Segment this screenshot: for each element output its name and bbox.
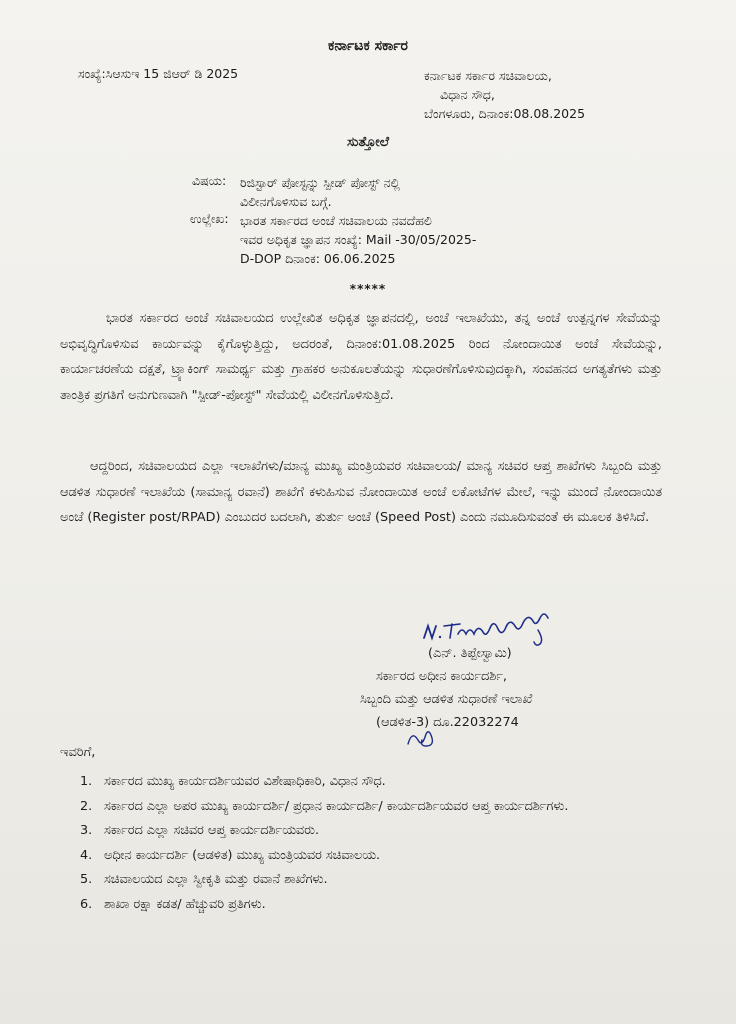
recipients-list xyxy=(80,770,680,917)
handwritten-signature xyxy=(420,612,570,646)
list-item-number: 3. xyxy=(80,823,93,838)
list-item-text: ಅಧೀನ ಕಾರ್ಯದರ್ಶಿ (ಆಡಳಿತ) ಮುಖ್ಯ ಮಂತ್ರಿಯವರ ಸಚಿವಾಲಯ. xyxy=(104,847,381,863)
subject-text xyxy=(240,173,400,211)
signatory-block xyxy=(360,642,532,734)
signatory-name: (ಎನ್. ತಿಪ್ಪೇಸ್ವಾಮಿ) xyxy=(428,646,512,661)
list-item xyxy=(80,819,680,844)
separator: ***** xyxy=(349,282,387,296)
list-item-number: 5. xyxy=(80,872,93,887)
list-item-text: ಸಚಿವಾಲಯದ ಎಲ್ಲಾ ಸ್ವೀಕೃತಿ ಮತ್ತು ರವಾನೆ ಶಾಖೆಗಳು. xyxy=(104,872,328,887)
list-item-number: 1. xyxy=(80,774,93,789)
list-item-text: ಶಾಖಾ ರಕ್ಷಾ ಕಡತ/ ಹೆಚ್ಚುವರಿ ಪ್ರತಿಗಳು. xyxy=(104,896,266,912)
subject-line-1: ರಿಜಿಸ್ಟಾರ್ ಪೋಸ್ಟನ್ನು ಸ್ಪೀಡ್ ಪೋಸ್ಟ್ ನಲ್ಲಿ xyxy=(240,175,400,190)
signatory-designation: ಸರ್ಕಾರದ ಅಧೀನ ಕಾರ್ಯದರ್ಶಿ, xyxy=(376,669,507,684)
govt-title: ಕರ್ನಾಟಕ ಸರ್ಕಾರ xyxy=(328,38,408,54)
list-item xyxy=(80,844,680,869)
list-item xyxy=(80,893,680,918)
list-item-number: 6. xyxy=(80,896,93,912)
body-paragraph-1: ಭಾರತ ಸರ್ಕಾರದ ಅಂಚೆ ಸಚಿವಾಲಯದ ಉಲ್ಲೇಖಿತ ಅಧಿಕೃತ ಜ್ಞಾಪನದಲ್ಲಿ, ಅಂಚೆ ಇಲಾಖೆಯು, ತನ್ನ ಅಂಚೆ ಉತ್ಪನ್ನಗಳ ಸೇವೆಯನ್ನು ಅಭಿವೃದ್ಧಿಗೊಳಿಸುವ ಕಾರ್ಯವನ್ನು ಕೈಗೊಳ್ಳುತ್ತಿದ್ದು, ಅದರಂತೆ, ದಿನಾಂಕ:01.08.2025 ರಿಂದ ನೋಂದಾಯಿತ ಅಂಚೆ ಸೇವೆಯನ್ನು, ಕಾರ್ಯಾಚರಣೆಯ ದಕ್ಷತೆ, ಟ್ರ್ಯಾಕಿಂಗ್ ಸಾಮರ್ಥ್ಯ ಮತ್ತು ಗ್ರಾಹಕರ ಅನುಕೂಲತೆಯನ್ನು ಸುಧಾರಣೆಗೊಳಿಸುವುದಕ್ಕಾಗಿ, ಸಂವಹನದ ಅಗತ್ಯತೆಗಳು ಮತ್ತು ತಾಂತ್ರಿಕ ಪ್ರಗತಿಗೆ ಅನುಗುಣವಾಗಿ "ಸ್ಪೀಡ್-ಪೋಸ್ಟ್" ಸೇವೆಯಲ್ಲಿ ವಿಲೀನಗೊಳಿಸುತ್ತಿದೆ. xyxy=(60,311,662,403)
reference-text xyxy=(240,211,476,268)
reference-number: ಸಂಖ್ಯೆ:ಸಿಆಸುಇ 15 ಜಿಆರ್ ಡಿ 2025 xyxy=(78,66,239,81)
office-line-2: ವಿಧಾನ ಸೌಧ, xyxy=(440,87,495,102)
list-item-text: ಸರ್ಕಾರದ ಎಲ್ಲಾ ಅಪರ ಮುಖ್ಯ ಕಾರ್ಯದರ್ಶಿ/ ಪ್ರಧಾನ ಕಾರ್ಯದರ್ಶಿ/ ಕಾರ್ಯದರ್ಶಿಯವರ ಆಪ್ತ ಕಾರ್ಯದರ್ಶಿಗಳು. xyxy=(104,798,569,814)
office-line-3: ಬೆಂಗಳೂರು, ದಿನಾಂಕ:08.08.2025 xyxy=(424,106,586,121)
list-item xyxy=(80,868,680,893)
initials-scribble xyxy=(404,726,438,750)
list-item-text: ಸರ್ಕಾರದ ಎಲ್ಲಾ ಸಚಿವರ ಆಪ್ತ ಕಾರ್ಯದರ್ಶಿಯವರು. xyxy=(104,823,320,838)
list-item-number: 2. xyxy=(80,798,93,814)
signatory-department: ಸಿಬ್ಬಂದಿ ಮತ್ತು ಆಡಳಿತ ಸುಧಾರಣೆ ಇಲಾಖೆ xyxy=(360,692,533,707)
office-address xyxy=(424,66,585,123)
list-item-text: ಸರ್ಕಾರದ ಮುಖ್ಯ ಕಾರ್ಯದರ್ಶಿಯವರ ವಿಶೇಷಾಧಿಕಾರಿ, ವಿಧಾನ ಸೌಧ. xyxy=(104,774,386,789)
recipients-title: ಇವರಿಗೆ, xyxy=(60,745,96,760)
list-item xyxy=(80,770,680,795)
reference-line-2: ಇವರ ಅಧಿಕೃತ ಜ್ಞಾಪನ ಸಂಖ್ಯೆ: Mail -30/05/2025- xyxy=(240,232,477,247)
reference-line-1: ಭಾರತ ಸರ್ಕಾರದ ಅಂಚೆ ಸಚಿವಾಲಯ ನವದೆಹಲಿ xyxy=(240,213,432,228)
list-item xyxy=(80,795,680,820)
subject-line-2: ವಿಲೀನಗೊಳಿಸುವ ಬಗ್ಗೆ. xyxy=(240,194,332,209)
office-line-1: ಕರ್ನಾಟಕ ಸರ್ಕಾರ ಸಚಿವಾಲಯ, xyxy=(424,68,552,83)
list-item-number: 4. xyxy=(80,847,93,863)
reference-label: ಉಲ್ಲೇಖ: xyxy=(190,211,229,226)
document-type: ಸುತ್ತೋಲೆ xyxy=(346,134,390,150)
body-paragraph-2: ಆದ್ದರಿಂದ, ಸಚಿವಾಲಯದ ಎಲ್ಲಾ ಇಲಾಖೆಗಳು/ಮಾನ್ಯ ಮುಖ್ಯ ಮಂತ್ರಿಯವರ ಸಚಿವಾಲಯ/ ಮಾನ್ಯ ಸಚಿವರ ಆಪ್ತ ಶಾಖೆಗಳು ಸಿಬ್ಬಂದಿ ಮತ್ತು ಆಡಳಿತ ಸುಧಾರಣೆ ಇಲಾಖೆಯ (ಸಾಮಾನ್ಯ ರವಾನೆ) ಶಾಖೆಗೆ ಕಳುಹಿಸುವ ನೋಂದಾಯಿತ ಅಂಚೆ ಲಕೋಟೆಗಳ ಮೇಲೆ, ಇನ್ನು ಮುಂದೆ ನೋಂದಾಯಿತ ಅಂಚೆ (Register post/RPAD) ಎಂಬುದರ ಬದಲಾಗಿ, ತುರ್ತು ಅಂಚೆ (Speed Post) ಎಂದು ನಮೂದಿಸುವಂತೆ ಈ ಮೂಲಕ ತಿಳಿಸಿದೆ. xyxy=(60,459,662,525)
subject-label: ವಿಷಯ: xyxy=(192,173,227,188)
reference-line-3: D-DOP ದಿನಾಂಕ: 06.06.2025 xyxy=(240,251,396,266)
signatory-section-phone: (ಆಡಳಿತ-3) ದೂ.22032274 xyxy=(376,715,519,730)
